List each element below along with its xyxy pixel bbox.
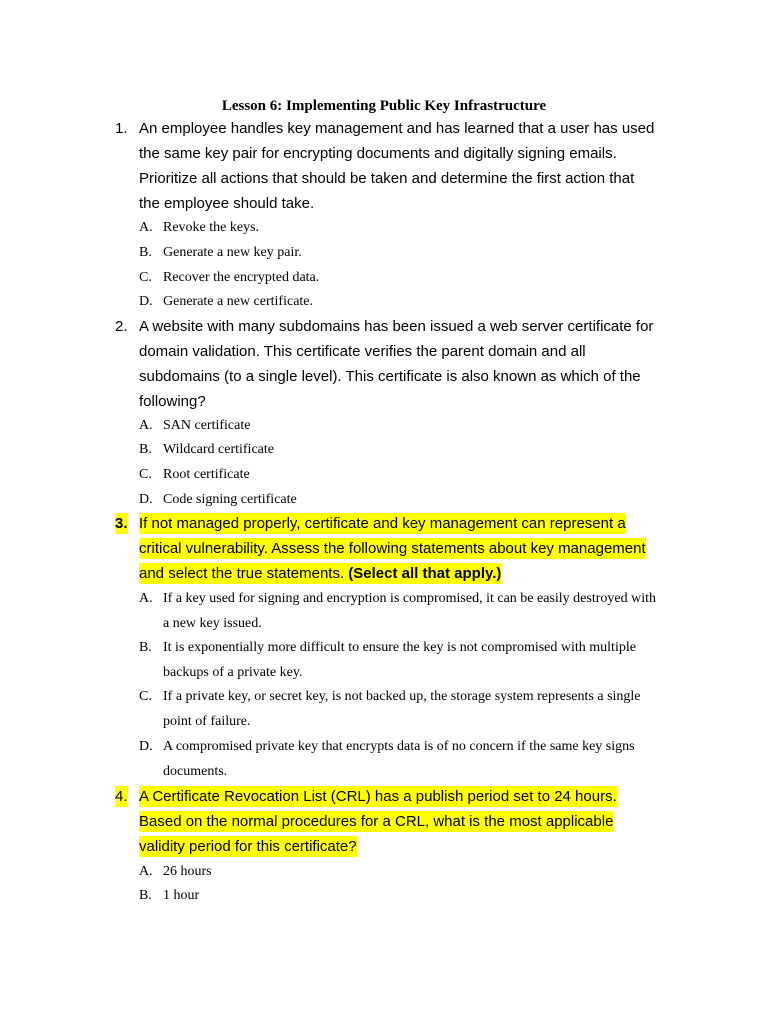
option-letter: B.	[139, 245, 152, 260]
question-number-highlighted: 3.	[115, 515, 128, 532]
option-4b	[139, 884, 659, 909]
option-text: Generate a new key pair.	[163, 245, 302, 260]
question-text: An employee handles key management and has learned that a user has used the same key pair for encrypting documents and digitally signing emails. Prioritize all actions that should be taken and determine the first action that the employee should take.	[139, 120, 655, 212]
option-1a	[139, 216, 659, 241]
option-2b	[139, 438, 659, 463]
option-letter: D.	[139, 492, 153, 507]
option-2c	[139, 463, 659, 488]
option-text: Recover the encrypted data.	[163, 270, 320, 285]
option-3d	[139, 735, 659, 784]
option-4a	[139, 860, 659, 885]
question-1	[115, 116, 655, 216]
option-letter: D.	[139, 294, 153, 309]
question-2	[115, 314, 655, 414]
option-text: SAN certificate	[163, 418, 251, 433]
question-text-highlighted	[139, 513, 646, 584]
option-letter: B.	[139, 640, 152, 655]
question-text: If not managed properly, certificate and key management can represent a critical vulnerability. Assess the following statements about key management and select the true statements.	[139, 515, 646, 582]
option-text: It is exponentially more difficult to ensure the key is not compromised with multiple backups of a private key.	[163, 640, 636, 680]
option-2d	[139, 488, 659, 513]
option-text: Wildcard certificate	[163, 442, 274, 457]
option-letter: B.	[139, 888, 152, 903]
question-number: 2.	[115, 318, 128, 335]
option-letter: A.	[139, 418, 153, 433]
option-1b	[139, 241, 659, 266]
question-4	[115, 784, 640, 859]
option-3b	[139, 636, 659, 685]
option-text: Generate a new certificate.	[163, 294, 314, 309]
option-letter: B.	[139, 442, 152, 457]
question-number: 1.	[115, 120, 128, 137]
option-text: Code signing certificate	[163, 492, 297, 507]
option-3a	[139, 587, 659, 636]
option-letter: A.	[139, 220, 153, 235]
option-letter: C.	[139, 689, 152, 704]
option-text: A compromised private key that encrypts data is of no concern if the same key signs documents.	[163, 739, 635, 779]
option-letter: C.	[139, 467, 152, 482]
option-letter: C.	[139, 270, 152, 285]
option-letter: A.	[139, 864, 153, 879]
page-title: Lesson 6: Implementing Public Key Infrastructure	[221, 98, 547, 114]
option-text: 1 hour	[163, 888, 200, 903]
option-text: If a key used for signing and encryption is compromised, it can be easily destroyed with a new key issued.	[163, 591, 656, 631]
option-text: 26 hours	[163, 864, 212, 879]
option-1d	[139, 290, 659, 315]
option-text: Root certificate	[163, 467, 250, 482]
question-text: A website with many subdomains has been issued a web server certificate for domain validation. This certificate verifies the parent domain and all subdomains (to a single level). This certificate is also known as which of the following?	[139, 318, 654, 410]
select-all-note: (Select all that apply.)	[348, 565, 502, 582]
option-text: If a private key, or secret key, is not backed up, the storage system represents a single point of failure.	[163, 689, 641, 729]
option-3c	[139, 685, 659, 734]
question-3	[115, 511, 650, 586]
option-text: Revoke the keys.	[163, 220, 260, 235]
option-2a	[139, 414, 659, 439]
option-letter: A.	[139, 591, 153, 606]
question-text: A Certificate Revocation List (CRL) has a publish period set to 24 hours. Based on the normal procedures for a CRL, what is the most applicable validity period for this certificate?	[139, 788, 617, 855]
question-number-highlighted: 4.	[115, 788, 128, 805]
option-letter: D.	[139, 739, 153, 754]
option-1c	[139, 266, 659, 291]
